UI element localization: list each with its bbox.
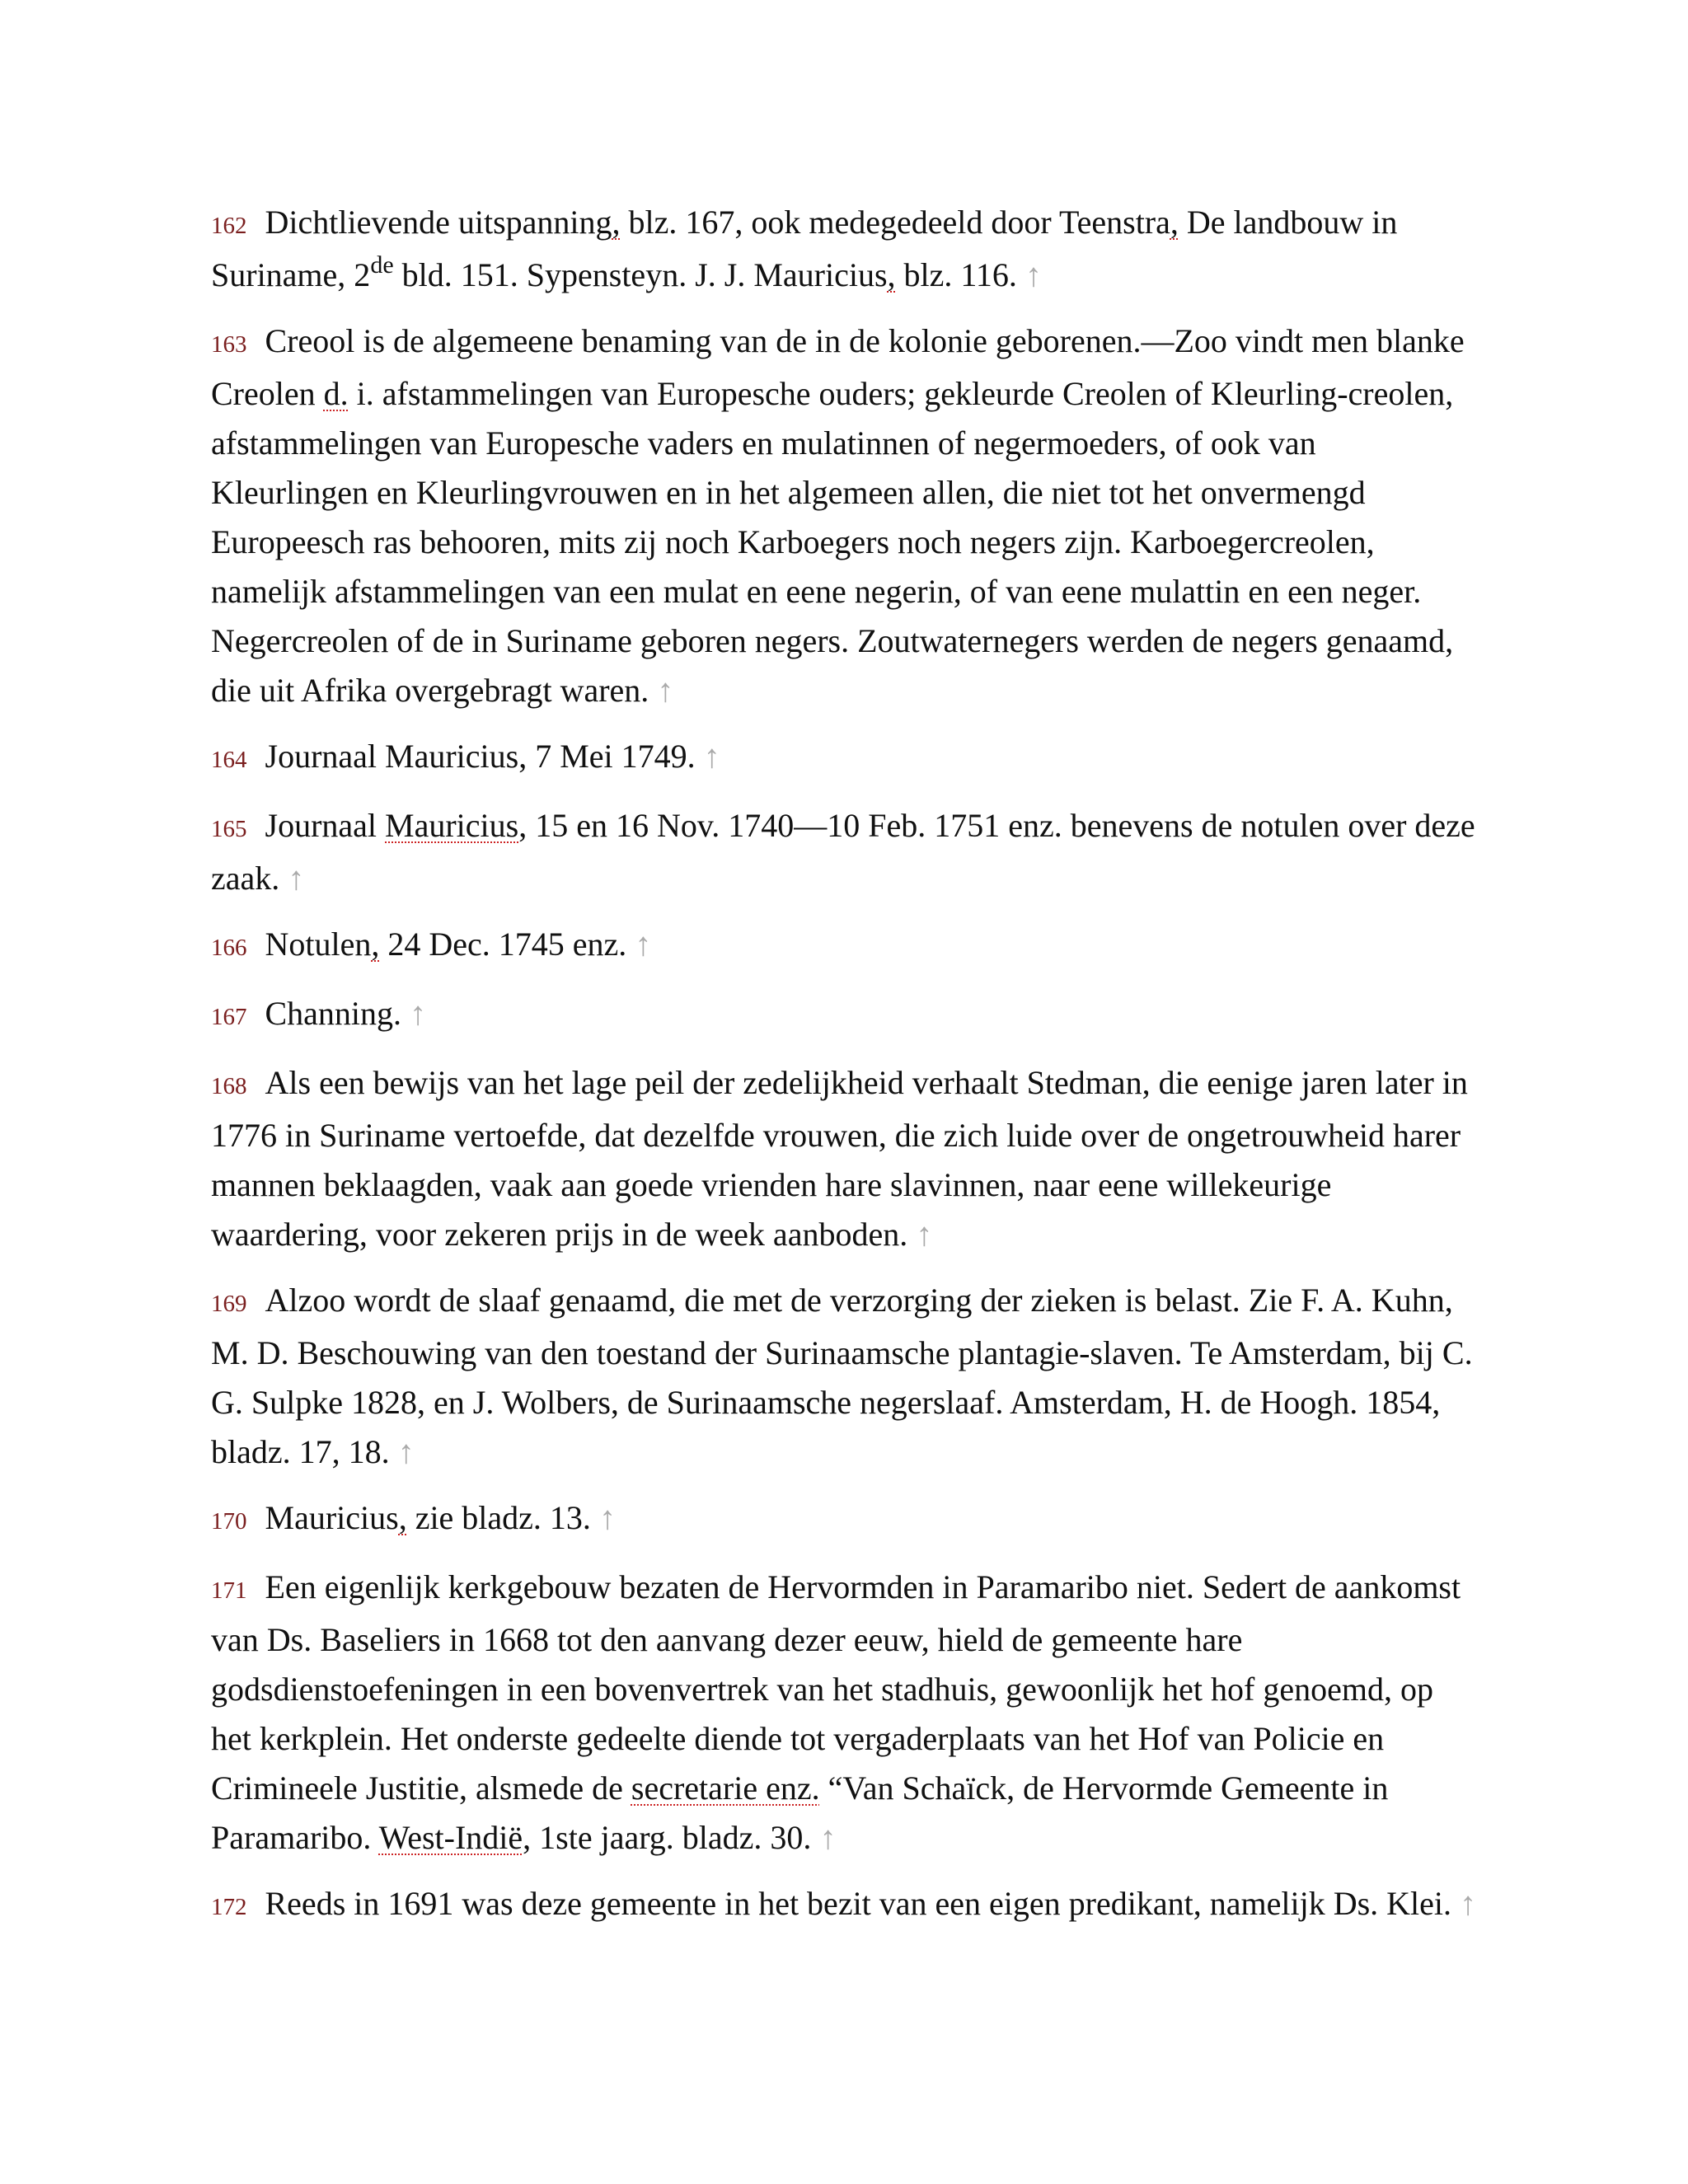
footnote-text: Dichtlievende uitspanning [265, 204, 612, 241]
back-arrow-icon[interactable]: ↑ [916, 1216, 933, 1253]
footnote-text: 24 Dec. 1745 enz. [379, 926, 627, 963]
footnote-number[interactable]: 168 [211, 1073, 247, 1099]
footnote-166 [211, 920, 1480, 972]
footnote-162 [211, 198, 1480, 300]
footnote-text: blz. 167, ook medegedeeld door Teenstra [620, 204, 1170, 241]
footnote-167 [211, 989, 1480, 1042]
footnote-163 [211, 316, 1480, 715]
back-arrow-icon[interactable]: ↑ [819, 1819, 837, 1856]
back-arrow-icon[interactable]: ↑ [703, 738, 720, 775]
footnote-number[interactable]: 169 [211, 1291, 247, 1317]
spelling-mark: West-Indië [378, 1819, 523, 1856]
spelling-mark: , [1170, 204, 1179, 241]
superscript: de [370, 251, 394, 279]
footnotes-page [211, 198, 1480, 1948]
footnote-164 [211, 732, 1480, 785]
footnote-text: Journaal Mauricius, 7 Mei 1749. [265, 738, 696, 775]
back-arrow-icon[interactable]: ↑ [397, 1433, 415, 1470]
spelling-mark: secretarie enz. [631, 1769, 820, 1807]
footnote-text: zie bladz. 13. [406, 1499, 591, 1536]
spelling-mark: , [612, 204, 621, 241]
footnote-text: Als een bewijs van het lage peil der zedelijkheid verhaalt Stedman, die eenige jaren later in 1776 in Suriname vertoefde, dat dezelfde vrouwen, die zich luide over de ongetrouwheid harer mannen beklaagden, vaak aan goede vrienden hare slavinnen, naar eene willekeurige waardering, voor zekeren prijs in de week aanboden. [211, 1064, 1468, 1253]
footnote-number[interactable]: 162 [211, 213, 247, 239]
footnote-text: Journaal [265, 807, 386, 844]
footnote-number[interactable]: 171 [211, 1577, 247, 1604]
spelling-mark: , [398, 1499, 407, 1536]
back-arrow-icon[interactable]: ↑ [288, 860, 305, 897]
footnote-number[interactable]: 163 [211, 331, 247, 358]
footnote-text: Alzoo wordt de slaaf genaamd, die met de verzorging der zieken is belast. Zie F. A. Kuhn, M. D. Beschouwing van den toestand der Surinaamsche plantagie-slaven. Te Amsterdam, bij C. G. Sulpke 1828, en J. Wolbers, de Surinaamsche negerslaaf. Amsterdam, H. de Hoogh. 1854, bladz. 17, 18. [211, 1282, 1473, 1470]
footnote-text: Creool is de algemeene benaming van de in de kolonie geborenen.—Zoo vindt men blanke Creolen [211, 322, 1465, 412]
footnote-text: Reeds in 1691 was deze gemeente in het bezit van een eigen predikant, namelijk Ds. Klei. [265, 1885, 1452, 1922]
footnote-number[interactable]: 170 [211, 1508, 247, 1535]
back-arrow-icon[interactable]: ↑ [598, 1499, 616, 1536]
footnote-text: Notulen [265, 926, 372, 963]
footnote-number[interactable]: 166 [211, 935, 247, 961]
footnote-number[interactable]: 172 [211, 1894, 247, 1920]
footnote-text: Channing. [265, 995, 402, 1032]
footnote-text: Mauricius [265, 1499, 399, 1536]
back-arrow-icon[interactable]: ↑ [1460, 1885, 1477, 1922]
back-arrow-icon[interactable]: ↑ [657, 672, 674, 709]
footnote-text: “Van Schaïck, de Hervormde Gemeente in Paramaribo. [211, 1769, 1389, 1856]
footnote-169 [211, 1276, 1480, 1477]
footnote-text: blz. 116. [895, 256, 1017, 293]
footnote-171 [211, 1563, 1480, 1863]
footnote-number[interactable]: 164 [211, 747, 247, 773]
back-arrow-icon[interactable]: ↑ [410, 995, 427, 1032]
spelling-mark: Mauricius [385, 807, 519, 844]
back-arrow-icon[interactable]: ↑ [1025, 256, 1042, 293]
spelling-mark: d. [323, 375, 349, 412]
footnote-text: bld. 151. Sypensteyn. J. J. Mauricius [393, 256, 888, 293]
footnote-number[interactable]: 167 [211, 1004, 247, 1030]
footnote-170 [211, 1493, 1480, 1546]
footnote-text: i. afstammelingen van Europesche ouders; gekleurde Creolen of Kleurling-creolen, afstammelingen van Europesche vaders en mulatinnen of negermoeders, of ook van Kleurlingen en Kleurlingvrouwen en in het algemeen allen, die niet tot het onvermengd Europeesch ras behooren, mits zij noch Karboegers noch negers zijn. Karboegercreolen, namelijk afstammelingen van een mulat en eene negerin, of van eene mulattin en een neger. Negercreolen of de in Suriname geboren negers. Zoutwaternegers werden de negers genaamd, die uit Afrika overgebragt waren. [211, 375, 1454, 709]
footnote-text: De landbouw in Suriname, 2 [211, 204, 1398, 293]
footnote-172 [211, 1879, 1480, 1932]
footnote-165 [211, 801, 1480, 903]
footnote-168 [211, 1058, 1480, 1259]
spelling-mark: , [887, 256, 896, 293]
footnote-text: , 1ste jaarg. bladz. 30. [523, 1819, 812, 1856]
footnote-text: , 15 en 16 Nov. 1740—10 Feb. 1751 enz. benevens de notulen over deze zaak. [211, 807, 1475, 897]
footnote-number[interactable]: 165 [211, 816, 247, 842]
footnote-text: Een eigenlijk kerkgebouw bezaten de Hervormden in Paramaribo niet. Sedert de aankomst van Ds. Baseliers in 1668 tot den aanvang dezer eeuw, hield de gemeente hare godsdienstoefeningen in een bovenvertrek van het stadhuis, gewoonlijk het hof genoemd, op het kerkplein. Het onderste gedeelte diende tot vergaderplaats van het Hof van Policie en Crimineele Justitie, alsmede de [211, 1568, 1461, 1807]
back-arrow-icon[interactable]: ↑ [635, 926, 652, 963]
spelling-mark: , [371, 926, 380, 963]
